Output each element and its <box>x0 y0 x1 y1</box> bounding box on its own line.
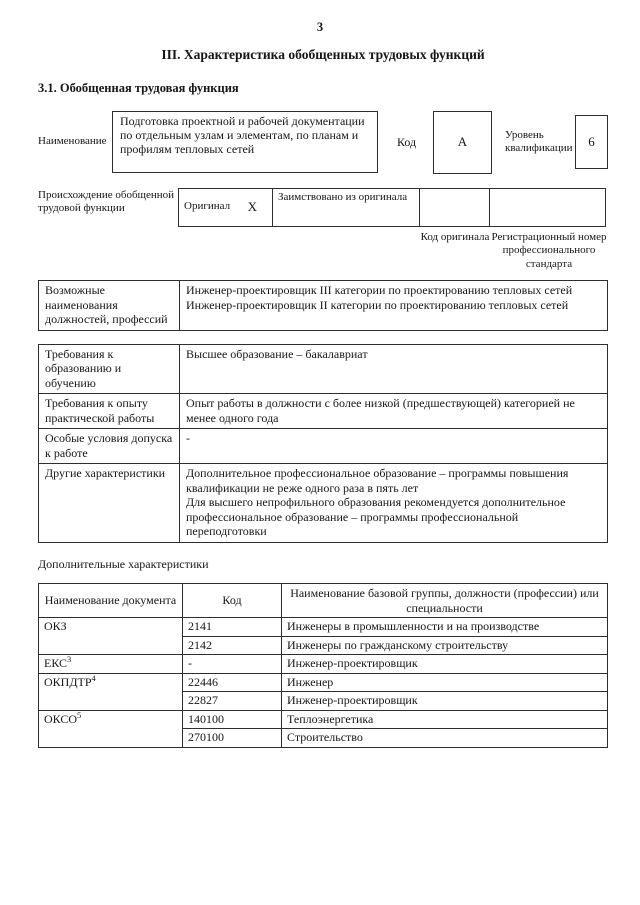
doc-cell: ОКЗ <box>39 618 183 655</box>
name-label: Наименование <box>38 135 107 148</box>
reg-number-caption: Регистрационный номер профессионального стандарта <box>491 230 607 270</box>
group-name-cell: Инженер <box>282 673 608 692</box>
group-name-cell: Строительство <box>282 729 608 748</box>
group-name-cell: Инженер-проектировщик <box>282 692 608 711</box>
origin-borrowed-cell: Заимствовано из оригинала <box>273 188 420 226</box>
table-row <box>39 394 608 429</box>
requirement-value: - <box>180 429 608 464</box>
possible-titles-label: Возможные наименования должностей, профессий <box>39 281 180 331</box>
code-cell: 22446 <box>183 673 282 692</box>
group-name-cell: Инженеры по гражданскому строительству <box>282 636 608 655</box>
requirement-label: Особые условия допуска к работе <box>39 429 180 464</box>
code-cell: 22827 <box>183 692 282 711</box>
origin-x-mark: X <box>247 199 257 215</box>
header-code: Код <box>183 584 282 618</box>
requirement-label: Требования к опыту практической работы <box>39 394 180 429</box>
code-cell: - <box>183 655 282 674</box>
group-name-cell: Инженер-проектировщик <box>282 655 608 674</box>
requirement-value: Высшее образование – бакалавриат <box>180 344 608 394</box>
job-title: Инженер-проектировщик III категории по проектированию тепловых сетей <box>186 283 573 297</box>
doc-cell: ОКСО$^5$ <box>39 710 183 747</box>
code-cell: 2142 <box>183 636 282 655</box>
code-cell: 140100 <box>183 710 282 729</box>
function-name-row <box>38 111 608 174</box>
requirements-table <box>38 344 608 543</box>
section-heading: III. Характеристика обобщенных трудовых функций <box>161 46 485 62</box>
subsection-heading: 3.1. Обобщенная трудовая функция <box>38 81 239 95</box>
table-row <box>39 281 608 331</box>
table-header-row <box>39 584 608 618</box>
qualification-level-box: 6 <box>575 115 608 169</box>
code-cell: 2141 <box>183 618 282 637</box>
possible-titles-values <box>180 281 608 331</box>
qualification-level-label: Уровень квалификации <box>505 128 573 154</box>
origin-row <box>38 188 608 227</box>
function-code-box: А <box>433 111 492 174</box>
code-original-caption: Код оригинала <box>420 230 490 243</box>
possible-titles-table <box>38 280 608 331</box>
table-row <box>39 710 608 729</box>
classification-table <box>38 583 608 748</box>
code-cell: 270100 <box>183 729 282 748</box>
origin-original-label: Оригинал <box>184 200 231 213</box>
doc-cell: ЕКС$^3$ <box>39 655 183 674</box>
page-number: 3 <box>316 20 324 34</box>
additional-characteristics-title: Дополнительные характеристики <box>38 556 209 571</box>
group-name-cell: Теплоэнергетика <box>282 710 608 729</box>
origin-table <box>178 188 606 227</box>
requirement-value: Опыт работы в должности с более низкой (предшествующей) категорией не менее одного года <box>180 394 608 429</box>
origin-regnum-cell <box>490 188 606 226</box>
function-name-box: Подготовка проектной и рабочей документации по отдельным узлам и элементам, по планам и профилям тепловых сетей <box>112 111 378 173</box>
code-label: Код <box>397 134 417 149</box>
job-title: Инженер-проектировщик II категории по проектированию тепловых сетей <box>186 297 569 312</box>
origin-label: Происхождение обобщенной трудовой функции <box>38 188 175 214</box>
requirement-paragraph: Для высшего непрофильного образования рекомендуется дополнительное профессиональное образование – программы профессиональной переподготовки <box>186 495 566 538</box>
table-row <box>39 618 608 637</box>
table-row <box>39 429 608 464</box>
header-document: Наименование документа <box>39 584 183 618</box>
origin-original-cell <box>179 188 273 226</box>
caption-spacer <box>38 231 420 272</box>
table-row <box>39 655 608 674</box>
table-row <box>39 673 608 692</box>
table-row <box>39 344 608 394</box>
doc-cell: ОКПДТР$^4$ <box>39 673 183 710</box>
requirement-label: Другие характеристики <box>39 464 180 543</box>
origin-code-cell <box>420 188 490 226</box>
requirement-paragraph: Дополнительное профессиональное образование – программы повышения квалификации не реже одного раза в пять лет <box>186 466 569 495</box>
table-row <box>39 464 608 543</box>
origin-captions <box>38 231 608 272</box>
requirement-value <box>180 464 608 543</box>
requirement-label: Требования к образованию и обучению <box>39 344 180 394</box>
group-name-cell: Инженеры в промышленности и на производстве <box>282 618 608 637</box>
header-group-name: Наименование базовой группы, должности (профессии) или специальности <box>282 584 608 618</box>
